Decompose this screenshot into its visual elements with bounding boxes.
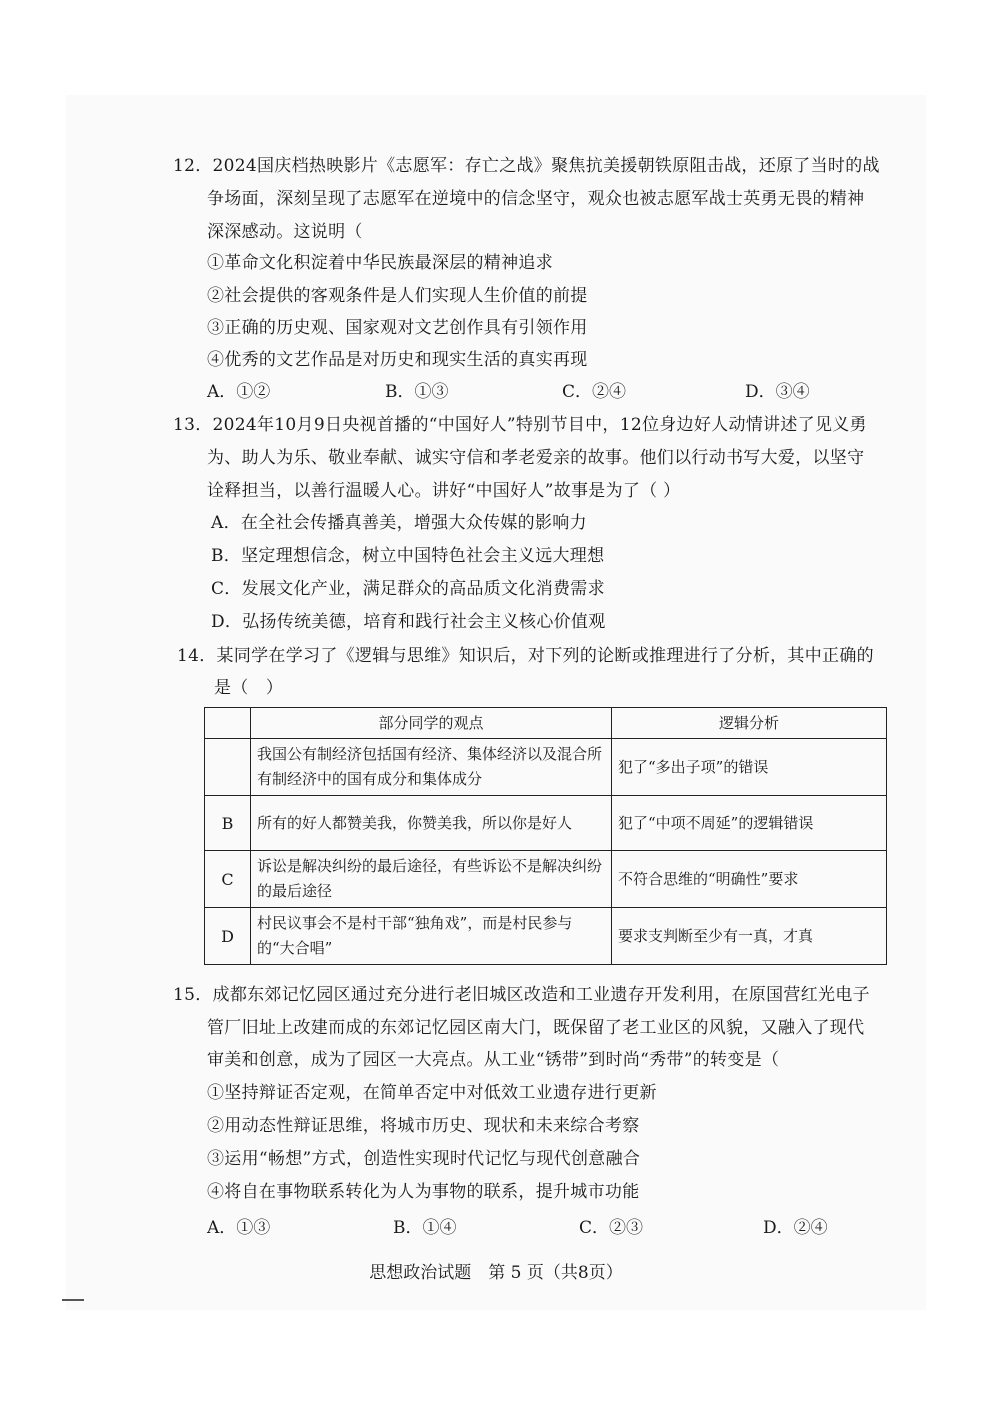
q15-item-3: ③运用“畅想”方式，创造性实现时代记忆与现代创意融合 bbox=[207, 1149, 641, 1169]
row-label: D bbox=[205, 908, 251, 965]
q13-stem-line1: 13．2024年10月9日央视首播的“中国好人”特别节目中，12位身边好人动情讲述了见义勇 bbox=[173, 415, 867, 435]
table-row bbox=[205, 851, 887, 908]
q13-option-d[interactable]: D．弘扬传统美德，培育和践行社会主义核心价值观 bbox=[211, 612, 606, 632]
q15-option-b[interactable]: B．①④ bbox=[393, 1218, 457, 1238]
q15-option-c[interactable]: C．②③ bbox=[579, 1218, 644, 1238]
table-header-analysis: 逻辑分析 bbox=[612, 708, 887, 739]
row-analysis: 要求支判断至少有一真，才真 bbox=[612, 908, 887, 965]
row-view: 我国公有制经济包括国有经济、集体经济以及混合所有制经济中的国有成分和集体成分 bbox=[251, 739, 612, 796]
table-row bbox=[205, 739, 887, 796]
page-footer: 思想政治试题 第 5 页（共8页） bbox=[369, 1263, 623, 1283]
row-view: 诉讼是解决纠纷的最后途径，有些诉讼不是解决纠纷的最后途径 bbox=[251, 851, 612, 908]
row-analysis: 犯了“中项不周延”的逻辑错误 bbox=[612, 796, 887, 851]
row-view: 村民议事会不是村干部“独角戏”，而是村民参与的“大合唱” bbox=[251, 908, 612, 965]
q12-options bbox=[207, 377, 887, 401]
q12-item-1: ①革命文化积淀着中华民族最深层的精神追求 bbox=[207, 253, 553, 273]
q13-option-a[interactable]: A．在全社会传播真善美，增强大众传媒的影响力 bbox=[211, 513, 587, 533]
row-label: C bbox=[205, 851, 251, 908]
row-label bbox=[205, 739, 251, 796]
q15-stem-line2: 管厂旧址上改建而成的东郊记忆园区南大门，既保留了老工业区的风貌，又融入了现代 bbox=[207, 1018, 865, 1038]
q12-item-3: ③正确的历史观、国家观对文艺创作具有引领作用 bbox=[207, 318, 588, 338]
q12-option-d[interactable]: D．③④ bbox=[745, 382, 810, 402]
q12-item-2: ②社会提供的客观条件是人们实现人生价值的前提 bbox=[207, 286, 588, 306]
row-view: 所有的好人都赞美我，你赞美我，所以你是好人 bbox=[251, 796, 612, 851]
q12-option-b[interactable]: B．①③ bbox=[385, 382, 449, 402]
q15-item-2: ②用动态性辩证思维，将城市历史、现状和未来综合考察 bbox=[207, 1116, 640, 1136]
q12-stem-line1: 12．2024国庆档热映影片《志愿军：存亡之战》聚焦抗美援朝铁原阻击战，还原了当时的战 bbox=[173, 156, 880, 176]
q13-stem-line3: 诠释担当，以善行温暖人心。讲好“中国好人”故事是为了（ ） bbox=[207, 481, 681, 501]
q15-option-d[interactable]: D．②④ bbox=[763, 1218, 828, 1238]
table-header-label bbox=[205, 708, 251, 739]
q14-stem-line2: 是（ ） bbox=[214, 678, 284, 698]
q15-option-a[interactable]: A．①③ bbox=[207, 1218, 271, 1238]
q12-item-4: ④优秀的文艺作品是对历史和现实生活的真实再现 bbox=[207, 350, 588, 370]
row-label: B bbox=[205, 796, 251, 851]
q15-options bbox=[207, 1213, 887, 1237]
q12-stem-line3: 深深感动。这说明（ bbox=[207, 222, 363, 242]
q13-stem-line2: 为、助人为乐、敬业奉献、诚实守信和孝老爱亲的故事。他们以行动书写大爱，以坚守 bbox=[207, 448, 865, 468]
table-header-row bbox=[205, 708, 887, 739]
logic-analysis-table bbox=[204, 707, 887, 965]
q14-stem-line1: 14．某同学在学习了《逻辑与思维》知识后，对下列的论断或推理进行了分析，其中正确的 bbox=[177, 646, 874, 666]
q12-option-a[interactable]: A．①② bbox=[207, 382, 271, 402]
q15-stem-line3: 审美和创意，成为了园区一大亮点。从工业“锈带”到时尚“秀带”的转变是（ bbox=[207, 1050, 780, 1070]
table-row bbox=[205, 796, 887, 851]
q12-stem-line2: 争场面，深刻呈现了志愿军在逆境中的信念坚守，观众也被志愿军战士英勇无畏的精神 bbox=[207, 189, 865, 209]
q15-stem-line1: 15．成都东郊记忆园区通过充分进行老旧城区改造和工业遗存开发利用，在原国营红光电子 bbox=[173, 985, 870, 1005]
q15-item-1: ①坚持辩证否定观，在简单否定中对低效工业遗存进行更新 bbox=[207, 1083, 657, 1103]
scan-mark bbox=[62, 1299, 84, 1301]
table-header-views: 部分同学的观点 bbox=[251, 708, 612, 739]
q13-option-b[interactable]: B．坚定理想信念，树立中国特色社会主义远大理想 bbox=[211, 546, 605, 566]
q13-option-c[interactable]: C．发展文化产业，满足群众的高品质文化消费需求 bbox=[211, 579, 605, 599]
table-row bbox=[205, 908, 887, 965]
q12-option-c[interactable]: C．②④ bbox=[562, 382, 627, 402]
row-analysis: 犯了“多出子项”的错误 bbox=[612, 739, 887, 796]
q15-item-4: ④将自在事物联系转化为人为事物的联系，提升城市功能 bbox=[207, 1182, 640, 1202]
row-analysis: 不符合思维的“明确性”要求 bbox=[612, 851, 887, 908]
